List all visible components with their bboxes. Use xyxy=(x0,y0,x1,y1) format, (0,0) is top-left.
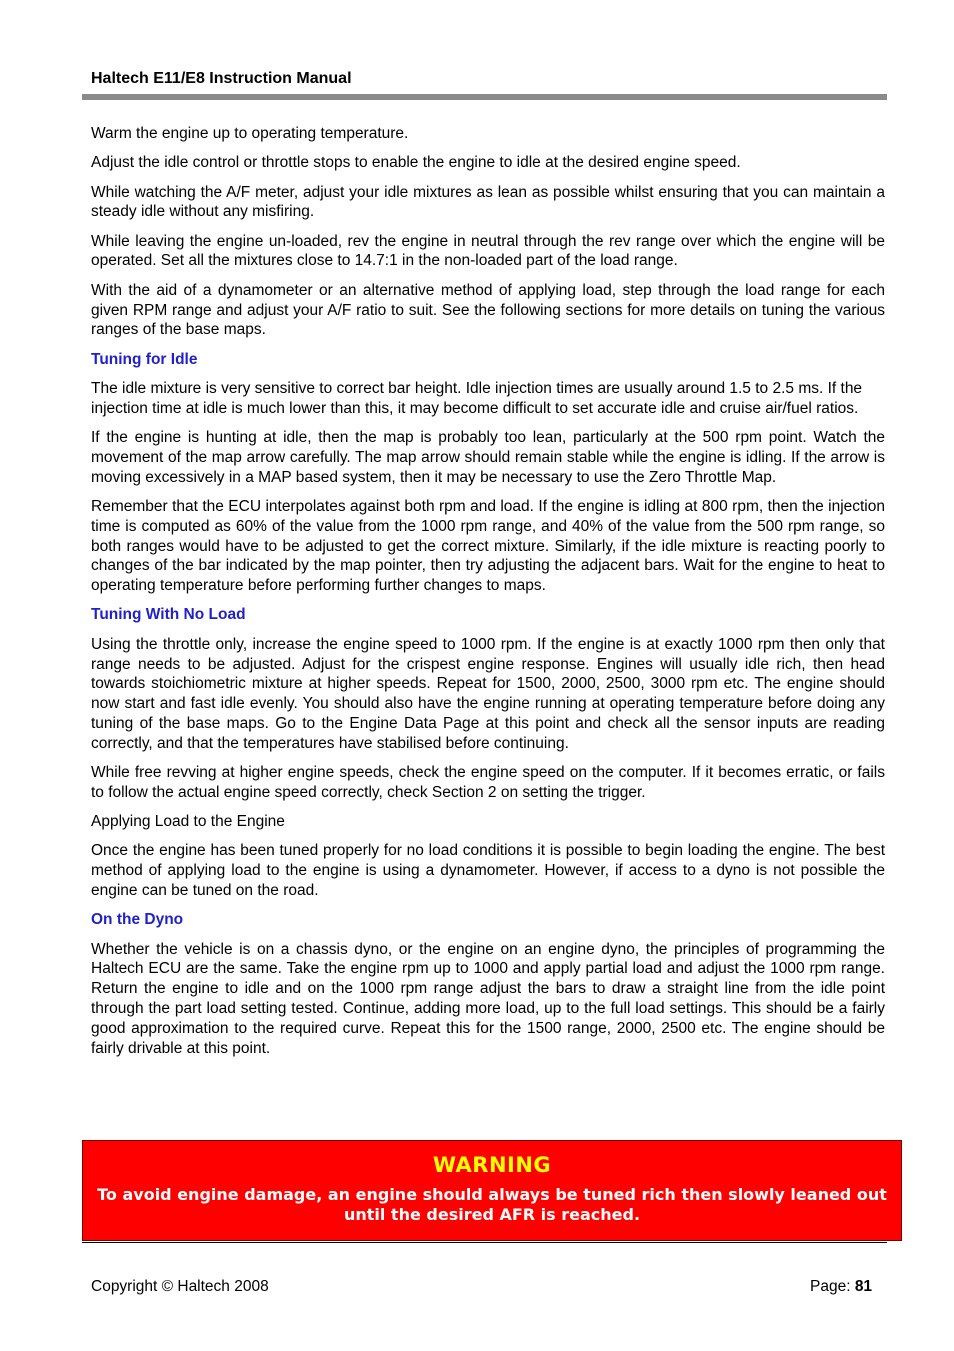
header-divider xyxy=(82,94,887,100)
paragraph: Warm the engine up to operating temperature. xyxy=(91,125,409,142)
section-heading-tuning-for-idle: Tuning for Idle xyxy=(91,350,198,368)
warning-box xyxy=(82,1140,902,1241)
paragraph: While free revving at higher engine speeds, check the engine speed on the computer. If it becomes erratic, or fails to follow the actual engine speed correctly, check Section 2 on setting the trigger. xyxy=(91,764,885,801)
section-heading-tuning-with-no-load: Tuning With No Load xyxy=(91,606,246,624)
paragraph: Once the engine has been tuned properly for no load conditions it is possible to begin loading the engine. The best method of applying load to the engine is using a dynamometer. However, if access to a dyno is not possible the engine can be tuned on the road. xyxy=(91,842,885,899)
footer-copyright: Copyright © Haltech 2008 xyxy=(91,1278,269,1295)
paragraph: If the engine is hunting at idle, then the map is probably too lean, particularly at the 500 rpm point. Watch the movement of the map arrow carefully. The map arrow should remain stable while the engine is idling. If the arrow is moving excessively in a MAP based system, then it may be necessary to use the Zero Throttle Map. xyxy=(91,429,885,486)
paragraph: Remember that the ECU interpolates against both rpm and load. If the engine is idling at 800 rpm, then the injection time is computed as 60% of the value from the 1000 rpm range, and 40% of the value from the 500 rpm range, so both ranges would have to be adjusted to get the correct mixture. Similarly, if the idle mixture is reacting poorly to changes of the bar indicated by the map pointer, then try adjusting the adjacent bars. Wait for the engine to heat to operating temperature before performing further changes to maps. xyxy=(91,497,885,595)
page-number: 81 xyxy=(854,1278,873,1295)
paragraph: With the aid of a dynamometer or an alternative method of applying load, step through the load range for each given RPM range and adjust your A/F ratio to suit. See the following sections for more details on tuning the various ranges of the base maps. xyxy=(91,281,885,339)
document-body xyxy=(91,124,885,1068)
paragraph: While leaving the engine un-loaded, rev the engine in neutral through the rev range over which the engine will be operated. Set all the mixtures close to 14.7:1 in the non-loaded part of the load range. xyxy=(91,232,885,270)
warning-title: WARNING xyxy=(432,1153,552,1177)
paragraph: Whether the vehicle is on a chassis dyno, or the engine on an engine dyno, the principles of programming the Haltech ECU are the same. Take the engine rpm up to 1000 and apply partial load and adjust the 1000 rpm range. Return the engine to idle and on the 1000 rpm range adjust the bars to draw a straight line from the idle point through the part load setting tested. Continue, adding more load, up to the full load settings. This should be a fairly good approximation to the required curve. Repeat this for the 1500 range, 2000, 2500 etc. The engine should be fairly drivable at this point. xyxy=(91,940,885,1057)
paragraph: The idle mixture is very sensitive to correct bar height. Idle injection times are usually around 1.5 to 2.5 ms. If the injection time at idle is much lower than this, it may become difficult to set accurate idle and cruise air/fuel ratios. xyxy=(91,379,863,417)
paragraph: Adjust the idle control or throttle stops to enable the engine to idle at the desired engine speed. xyxy=(91,154,741,172)
section-heading-on-the-dyno: On the Dyno xyxy=(91,911,184,929)
warning-text: To avoid engine damage, an engine should always be tuned rich then slowly leaned out until the desired AFR is reached. xyxy=(97,1185,887,1224)
page-label: Page: xyxy=(810,1278,855,1295)
paragraph: Applying Load to the Engine xyxy=(91,813,285,831)
footer-divider xyxy=(82,1242,887,1243)
footer-page xyxy=(810,1278,872,1296)
page-header-title: Haltech E11/E8 Instruction Manual xyxy=(91,70,352,87)
paragraph: Using the throttle only, increase the engine speed to 1000 rpm. If the engine is at exactly 1000 rpm then only that range needs to be adjusted. Adjust for the crispest engine response. Engines will usually idle rich, then head towards stoichiometric mixture at higher speeds. Repeat for 1500, 2000, 2500, 3000 rpm etc. The engine should now start and fast idle evenly. You should also have the engine running at operating temperature before doing any tuning of the base maps. Go to the Engine Data Page at this point and check all the sensor inputs are reading correctly, and that the temperatures have stabilised before continuing. xyxy=(91,635,885,752)
paragraph: While watching the A/F meter, adjust your idle mixtures as lean as possible whilst ensuring that you can maintain a steady idle without any misfiring. xyxy=(91,183,885,221)
